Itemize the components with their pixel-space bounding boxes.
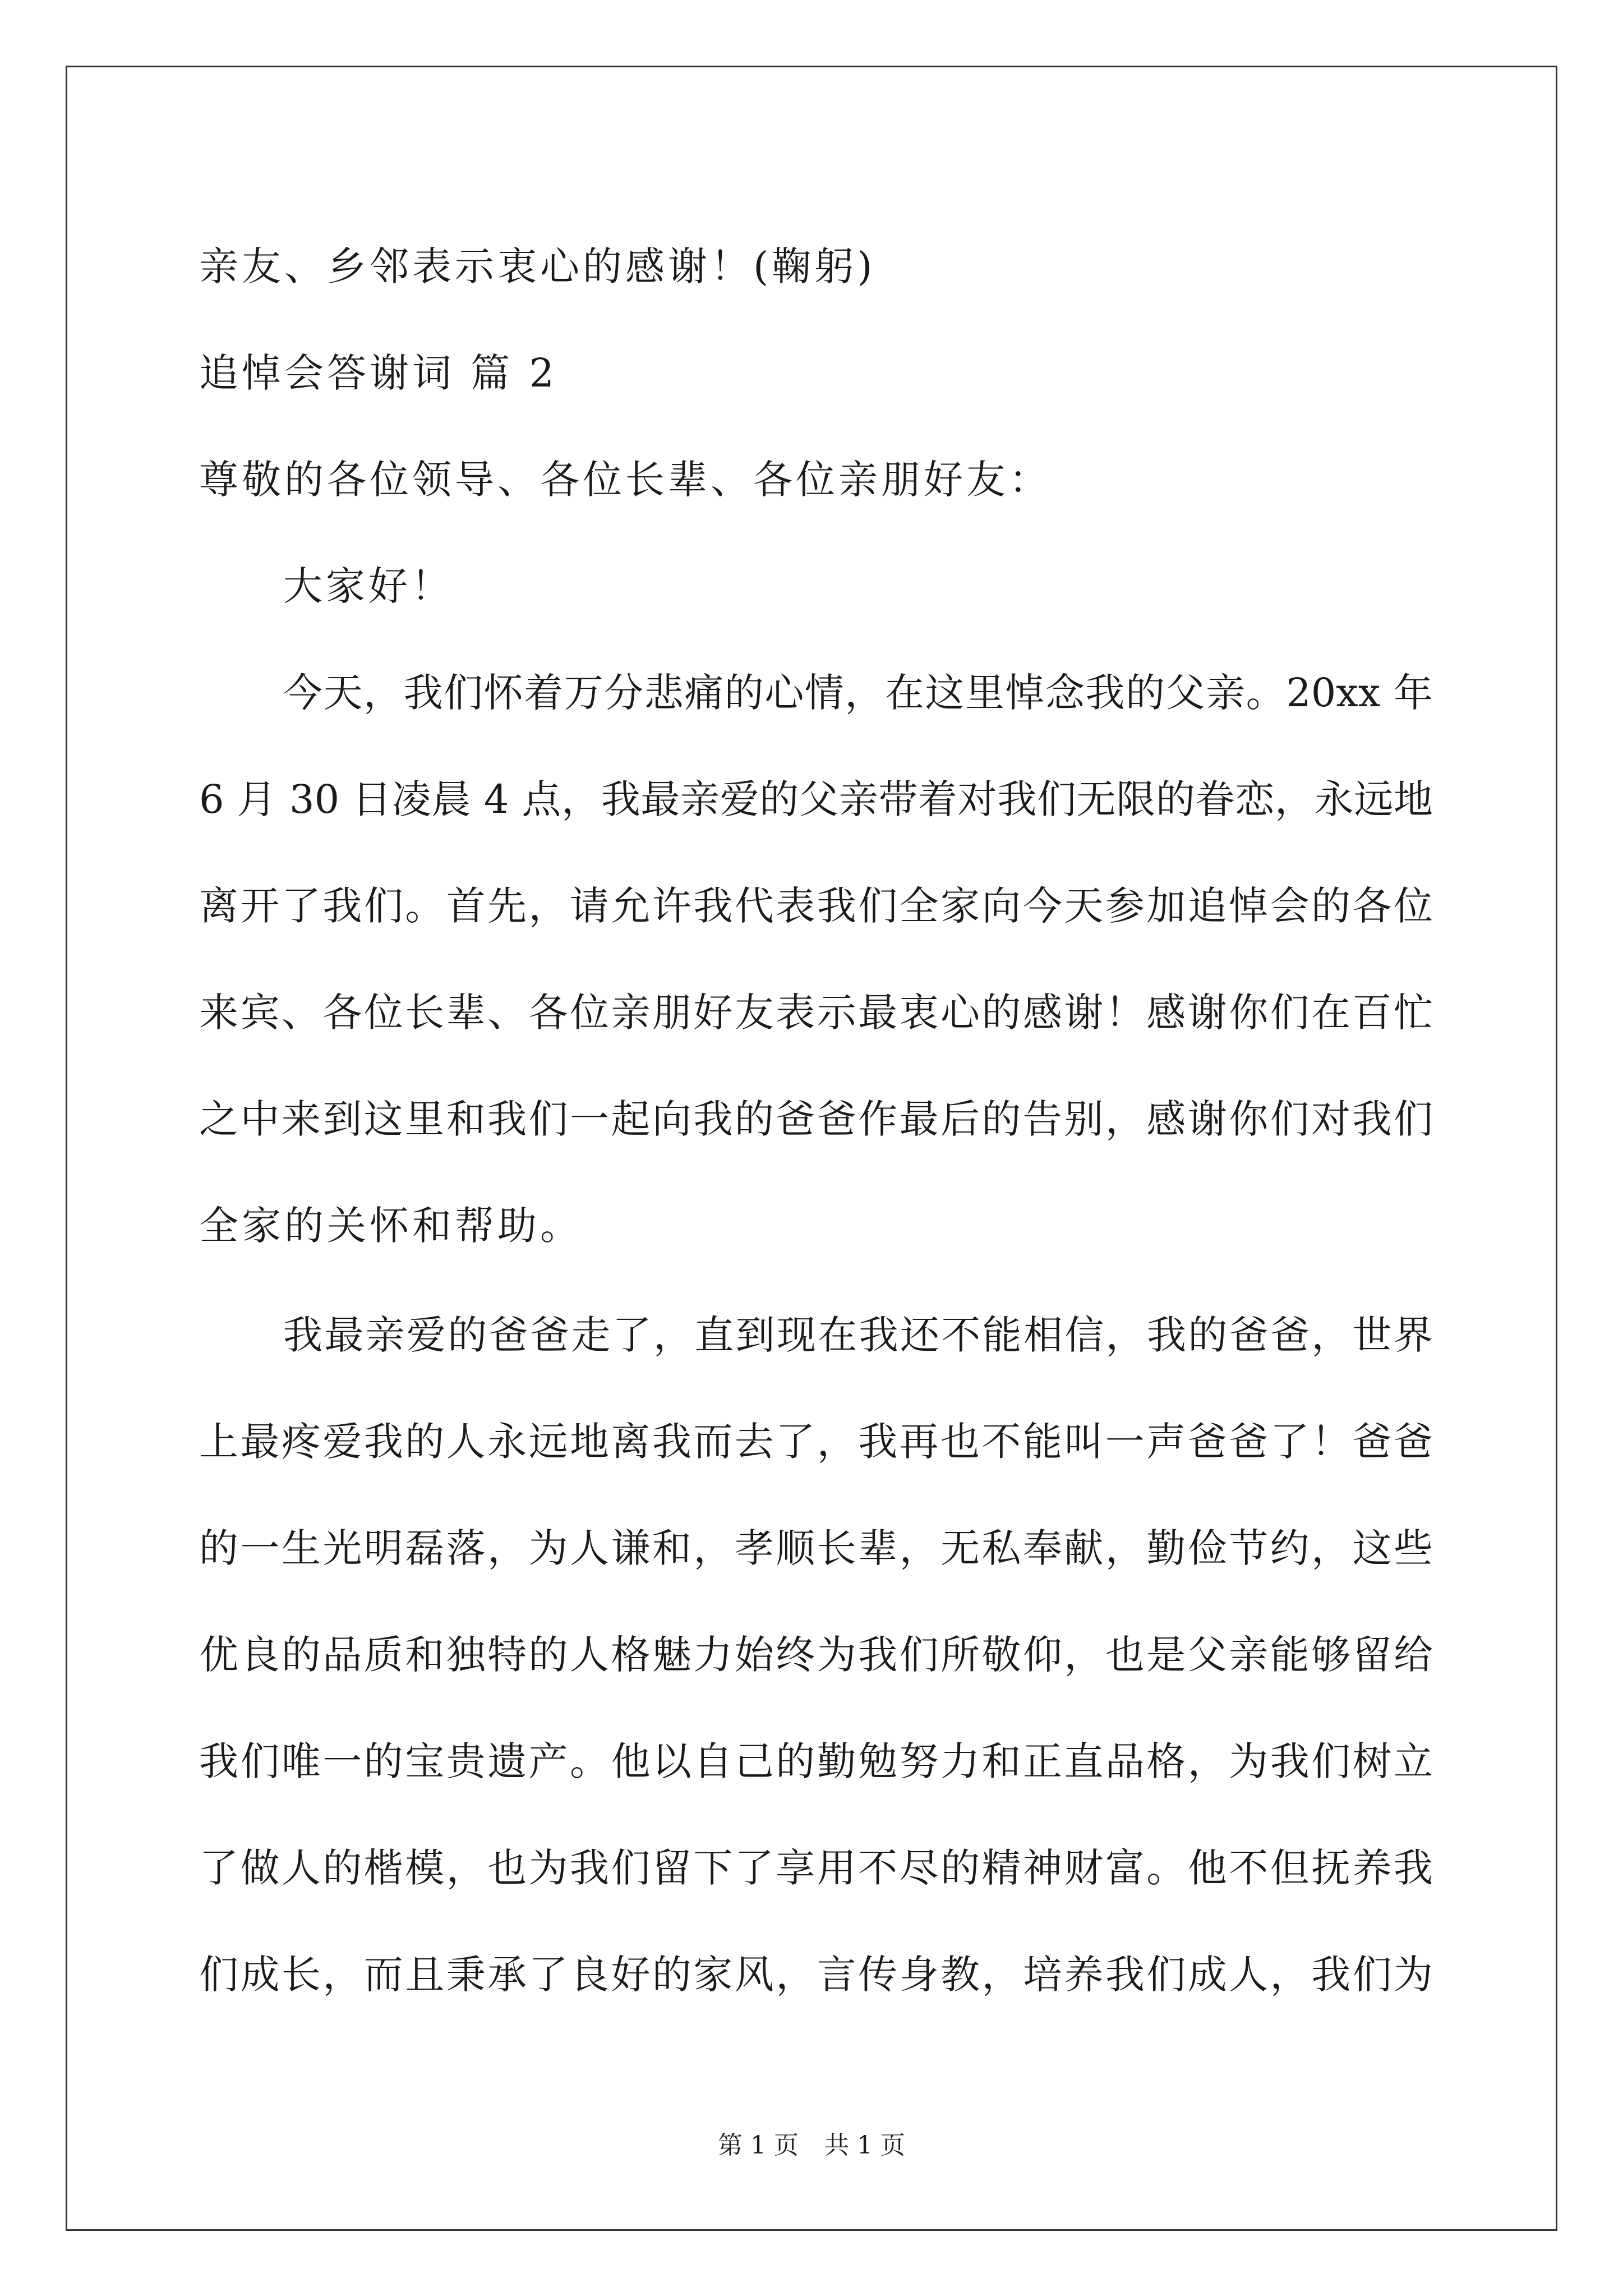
section-heading: 追悼会答谢词 篇 2 xyxy=(199,350,558,396)
page-total: 共 1 页 xyxy=(824,2131,905,2160)
document-body xyxy=(199,213,1433,2028)
paragraph-1-line-1: 今天，我们怀着万分悲痛的心情，在这里悼念我的父亲。20xx 年 xyxy=(283,670,1433,716)
paragraph-2-line-7: 们成长，而且秉承了良好的家风，言传身教，培养我们成人，我们为 xyxy=(199,1952,1433,1998)
paragraph-1-line-4: 来宾、各位长辈、各位亲朋好友表示最衷心的感谢！感谢你们在百忙 xyxy=(199,990,1433,1036)
paragraph-1-line-3: 离开了我们。首先，请允许我代表我们全家向今天参加追悼会的各位 xyxy=(199,883,1433,929)
greeting: 大家好！ xyxy=(283,563,454,609)
page-footer xyxy=(0,2129,1623,2162)
paragraph-2-line-3: 的一生光明磊落，为人谦和，孝顺长辈，无私奉献，勤俭节约，这些 xyxy=(199,1525,1433,1571)
paragraph-2-line-2: 上最疼爱我的人永远地离我而去了，我再也不能叫一声爸爸了！爸爸 xyxy=(199,1419,1433,1465)
paragraph-1-line-6: 全家的关怀和帮助。 xyxy=(199,1203,583,1249)
text-line-1: 亲友、乡邻表示衷心的感谢！(鞠躬) xyxy=(199,243,876,289)
paragraph-2-line-5: 我们唯一的宝贵遗产。他以自己的勤勉努力和正直品格，为我们树立 xyxy=(199,1738,1433,1784)
paragraph-1-line-2: 6 月 30 日凌晨 4 点，我最亲爱的父亲带着对我们无限的眷恋，永远地 xyxy=(199,776,1433,822)
salutation: 尊敬的各位领导、各位长辈、各位亲朋好友： xyxy=(199,457,1052,503)
paragraph-2-line-1: 我最亲爱的爸爸走了，直到现在我还不能相信，我的爸爸，世界 xyxy=(283,1312,1433,1358)
paragraph-2-line-4: 优良的品质和独特的人格魅力始终为我们所敬仰，也是父亲能够留给 xyxy=(199,1632,1433,1678)
paragraph-1-line-5: 之中来到这里和我们一起向我的爸爸作最后的告别，感谢你们对我们 xyxy=(199,1096,1433,1142)
page-number: 第 1 页 xyxy=(718,2131,799,2160)
paragraph-2-line-6: 了做人的楷模，也为我们留下了享用不尽的精神财富。他不但抚养我 xyxy=(199,1845,1433,1891)
